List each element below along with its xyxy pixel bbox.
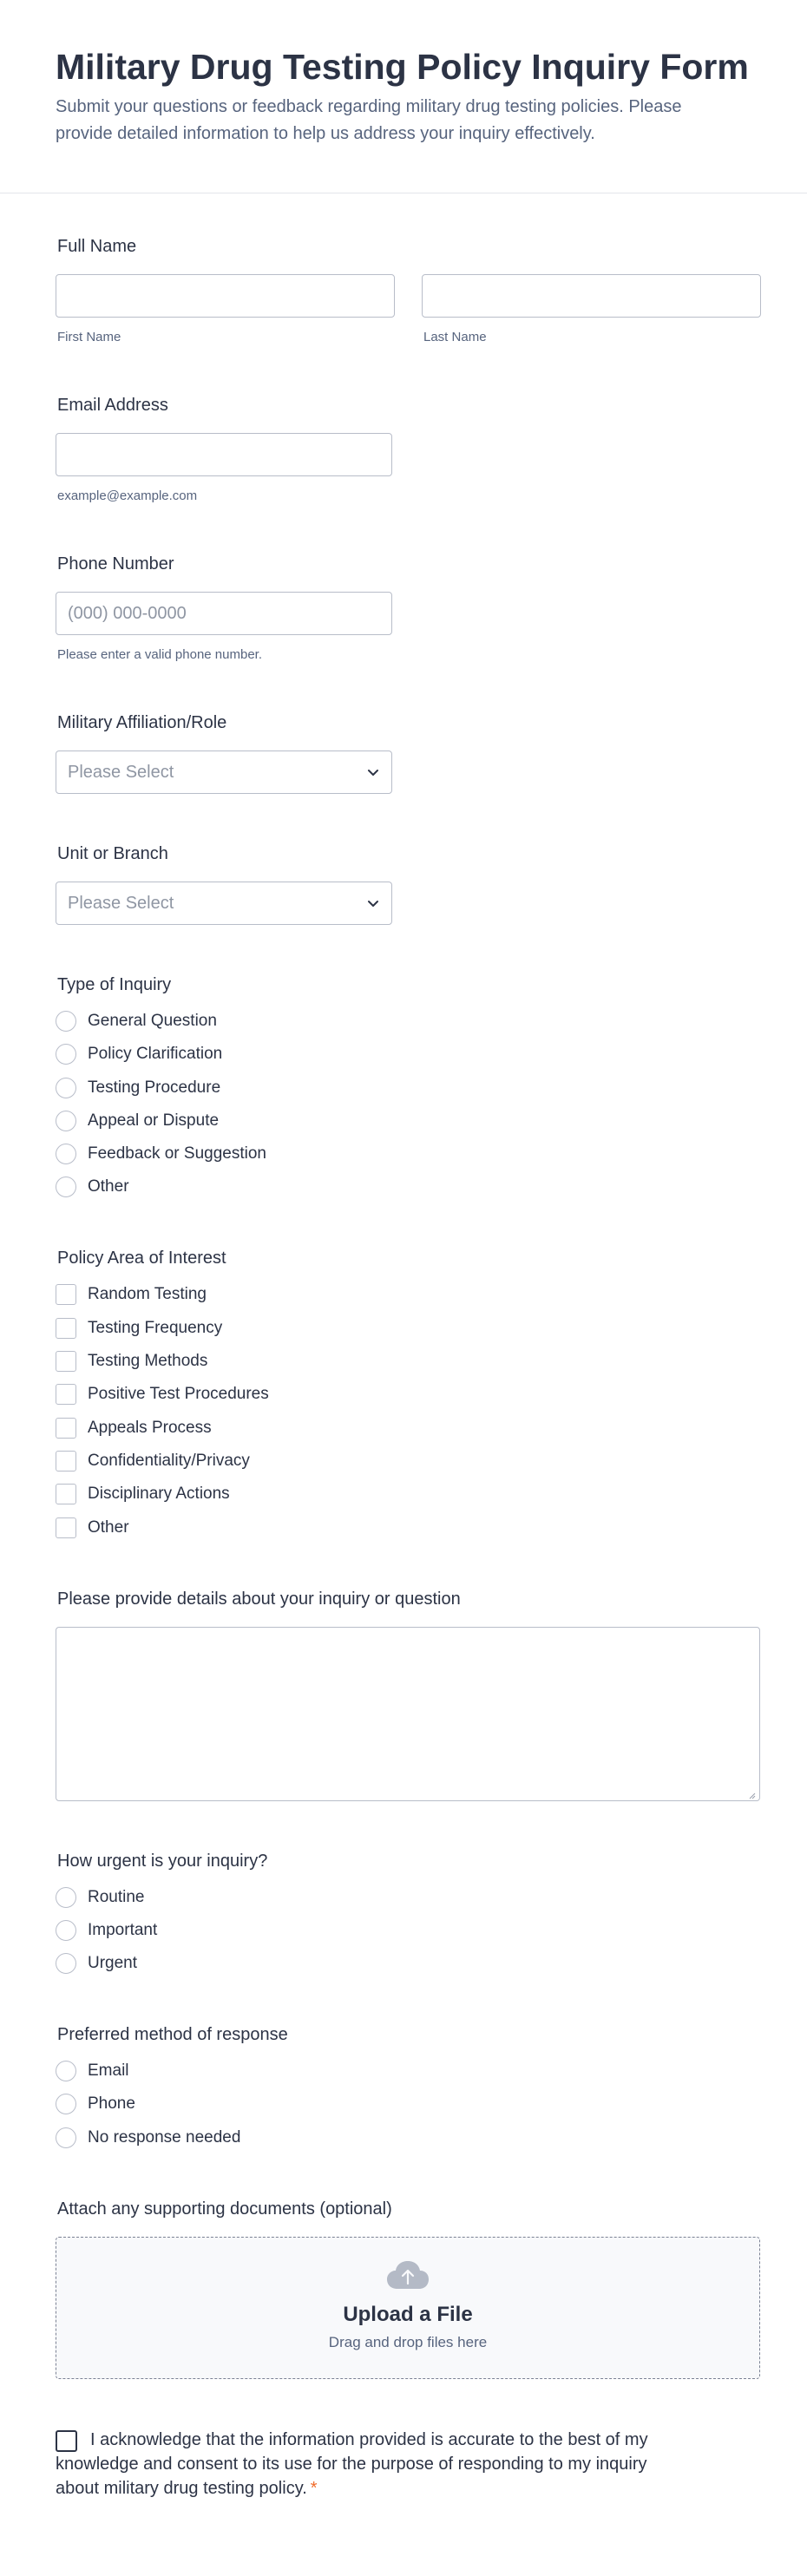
radio-button[interactable] xyxy=(56,1144,76,1164)
checkbox[interactable] xyxy=(56,1484,76,1504)
acknowledgement-field xyxy=(56,2428,751,2501)
radio-option-label: Appeal or Dispute xyxy=(88,1111,220,1130)
policy-area-options xyxy=(56,1283,751,1538)
affiliation-placeholder: Please Select xyxy=(68,762,174,782)
policy-area-field xyxy=(56,1247,751,1538)
radio-option-label: Phone xyxy=(88,2094,135,2114)
affiliation-label: Military Affiliation/Role xyxy=(57,713,227,732)
email-sublabel: example@example.com xyxy=(57,488,198,503)
last-name-sublabel: Last Name xyxy=(423,330,487,344)
attachments-field xyxy=(56,2198,751,2379)
email-input[interactable] xyxy=(56,433,392,476)
required-asterisk: * xyxy=(310,2478,318,2498)
radio-option[interactable] xyxy=(56,1043,751,1065)
checkbox-option[interactable] xyxy=(56,1383,751,1406)
radio-option[interactable] xyxy=(56,1952,751,1975)
radio-option[interactable] xyxy=(56,1110,751,1132)
email-field xyxy=(56,394,751,504)
resize-handle-icon[interactable] xyxy=(747,1788,756,1797)
radio-button[interactable] xyxy=(56,1044,76,1065)
radio-option-label: Routine xyxy=(88,1887,145,1906)
checkbox[interactable] xyxy=(56,1451,76,1472)
radio-option-label: General Question xyxy=(88,1012,217,1030)
urgency-label: How urgent is your inquiry? xyxy=(57,1851,268,1871)
checkbox-option-label: Testing Methods xyxy=(88,1352,208,1371)
details-textarea[interactable] xyxy=(56,1627,760,1801)
last-name-input[interactable] xyxy=(422,274,761,318)
radio-button[interactable] xyxy=(56,1078,76,1098)
phone-placeholder: (000) 000-0000 xyxy=(68,603,187,623)
radio-option[interactable] xyxy=(56,1919,751,1942)
radio-option-label: Feedback or Suggestion xyxy=(88,1144,266,1163)
checkbox[interactable] xyxy=(56,1418,76,1439)
radio-option[interactable] xyxy=(56,2060,751,2082)
affiliation-field xyxy=(56,711,751,794)
urgency-field xyxy=(56,1850,751,1976)
email-label: Email Address xyxy=(57,396,168,415)
radio-button[interactable] xyxy=(56,1011,76,1032)
response-method-options xyxy=(56,2060,751,2149)
full-name-field xyxy=(56,235,751,345)
acknowledgement-label xyxy=(56,2428,673,2501)
file-upload-dropzone[interactable] xyxy=(56,2237,760,2379)
checkbox-option-label: Other xyxy=(88,1517,129,1537)
phone-sublabel: Please enter a valid phone number. xyxy=(57,647,262,662)
radio-button[interactable] xyxy=(56,2061,76,2081)
checkbox-option[interactable] xyxy=(56,1283,751,1306)
radio-option[interactable] xyxy=(56,1010,751,1032)
policy-area-label: Policy Area of Interest xyxy=(57,1249,226,1268)
details-label: Please provide details about your inquiry or question xyxy=(57,1589,461,1609)
radio-button[interactable] xyxy=(56,1111,76,1131)
radio-option[interactable] xyxy=(56,1077,751,1099)
unit-label: Unit or Branch xyxy=(57,844,168,863)
radio-button[interactable] xyxy=(56,2127,76,2148)
radio-button[interactable] xyxy=(56,1920,76,1941)
first-name-sublabel: First Name xyxy=(57,330,121,344)
cloud-upload-icon xyxy=(386,2260,430,2294)
checkbox-option-label: Testing Frequency xyxy=(88,1318,223,1337)
form-body xyxy=(0,193,807,2501)
checkbox-option[interactable] xyxy=(56,1483,751,1505)
checkbox[interactable] xyxy=(56,1384,76,1405)
details-field xyxy=(56,1588,751,1801)
checkbox-option[interactable] xyxy=(56,1317,751,1340)
checkbox[interactable] xyxy=(56,1517,76,1538)
checkbox-option[interactable] xyxy=(56,1350,751,1373)
first-name-input[interactable] xyxy=(56,274,395,318)
affiliation-select[interactable] xyxy=(56,751,392,794)
checkbox-option[interactable] xyxy=(56,1450,751,1472)
checkbox-option-label: Appeals Process xyxy=(88,1418,212,1437)
checkbox-option[interactable] xyxy=(56,1517,751,1539)
checkbox-option[interactable] xyxy=(56,1417,751,1439)
inquiry-type-options xyxy=(56,1010,751,1198)
radio-option[interactable] xyxy=(56,1886,751,1909)
upload-subtitle: Drag and drop files here xyxy=(328,2333,488,2350)
inquiry-type-field xyxy=(56,973,751,1198)
radio-option-label: Other xyxy=(88,1177,129,1196)
form-header xyxy=(0,0,807,193)
checkbox-option-label: Random Testing xyxy=(88,1285,207,1304)
form-title: Military Drug Testing Policy Inquiry Form xyxy=(56,47,749,87)
radio-button[interactable] xyxy=(56,1887,76,1908)
radio-option-label: No response needed xyxy=(88,2127,241,2147)
radio-button[interactable] xyxy=(56,1177,76,1197)
checkbox[interactable] xyxy=(56,1284,76,1305)
chevron-down-icon xyxy=(366,765,380,779)
checkbox[interactable] xyxy=(56,1318,76,1339)
radio-option-label: Testing Procedure xyxy=(88,1078,221,1097)
radio-option[interactable] xyxy=(56,1176,751,1198)
urgency-options xyxy=(56,1886,751,1976)
full-name-label: Full Name xyxy=(57,237,137,256)
radio-option-label: Important xyxy=(88,1920,158,1939)
checkbox-option-label: Disciplinary Actions xyxy=(88,1485,230,1504)
checkbox-option-label: Positive Test Procedures xyxy=(88,1385,269,1404)
radio-option[interactable] xyxy=(56,1143,751,1165)
radio-option[interactable] xyxy=(56,2093,751,2115)
form-subtitle: Submit your questions or feedback regarding military drug testing policies. Please provide detailed information to help us address your inquiry effectively. xyxy=(56,97,682,143)
chevron-down-icon xyxy=(366,896,380,910)
radio-option-label: Urgent xyxy=(88,1954,138,1973)
radio-button[interactable] xyxy=(56,2094,76,2114)
acknowledgement-text: I acknowledge that the information provided is accurate to the best of my knowledge and consent to its use for the purpose of responding to my inquiry about military drug testing policy. xyxy=(56,2429,648,2498)
checkbox-option-label: Confidentiality/Privacy xyxy=(88,1451,250,1470)
unit-placeholder: Please Select xyxy=(68,893,174,913)
inquiry-type-label: Type of Inquiry xyxy=(57,975,172,994)
phone-label: Phone Number xyxy=(57,554,174,574)
radio-option[interactable] xyxy=(56,2127,751,2149)
unit-select[interactable] xyxy=(56,882,392,925)
response-method-field xyxy=(56,2023,751,2149)
checkbox[interactable] xyxy=(56,1351,76,1372)
radio-option-label: Email xyxy=(88,2061,129,2081)
radio-option-label: Policy Clarification xyxy=(88,1045,223,1064)
unit-field xyxy=(56,842,751,925)
radio-button[interactable] xyxy=(56,1953,76,1974)
attachments-label: Attach any supporting documents (optional) xyxy=(57,2199,392,2219)
upload-title: Upload a File xyxy=(343,2302,473,2326)
phone-input[interactable] xyxy=(56,592,392,635)
response-method-label: Preferred method of response xyxy=(57,2025,288,2045)
phone-field xyxy=(56,553,751,663)
